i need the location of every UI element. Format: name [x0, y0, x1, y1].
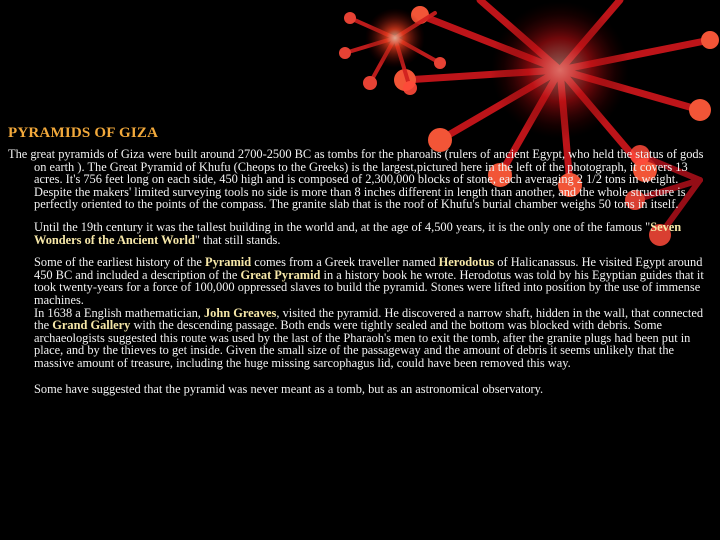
- observatory-paragraph: Some have suggested that the pyramid was never meant as a tomb, but as an astronomical observatory.: [34, 381, 544, 396]
- pyramid-highlight: Pyramid: [205, 255, 252, 270]
- text-run: In 1638 a English mathematician,: [34, 305, 204, 320]
- text-run: of Halicanassus. He visited Egypt around 450 BC and included a description of the: [34, 255, 703, 282]
- seven-wonders-highlight: Seven Wonders of the Ancient World: [34, 219, 682, 247]
- text-run: comes from a Greek traveller named: [251, 255, 439, 270]
- text-run: Some of the earliest history of the: [34, 255, 206, 270]
- text-run: , visited the pyramid. He discovered a narrow shaft, hidden in the wall, that connected the: [34, 305, 704, 333]
- tallest-building-paragraph: [34, 221, 708, 246]
- intro-paragraph: The great pyramids of Giza were built around 2700-2500 BC as tombs for the pharoahs (rulers of ancient Egypt, who held the status of gods on earth ). The Great Pyramid of Khufu (Cheops to the Greeks) is the largest,pictured here in the left of the photograph, it covers 13 acres. It's 756 feet long on each side, 450 high and is composed of 2,300,000 blocks of stone, each averaging 2 1/2 tons in weight. Despite the makers' limited surveying tools no side is more than 8 inches different in length than another, and the whole structure is perfectly oriented to the points of the compass. The granite slab that is the roof of Khufu's burial chamber weighs 50 tons in itself.: [8, 147, 704, 212]
- text-run: with the descending passage. Both ends were tightly sealed and the bottom was blocked with debris. Some archaeologists suggested this route was used by the last of the Pharaoh's men to exit the tomb, after the granite plugs had been put in place, and by the thieves to get inside. Given the small size of the passageway and the amount of debris it seems unlikely that the massive amount of treasure, including the huge missing sarcophagus lid, could have been removed this way.: [34, 318, 691, 370]
- great-pyramid-highlight: Great Pyramid: [240, 267, 321, 282]
- text-run: " that still stands.: [194, 232, 281, 247]
- herodotus-highlight: Herodotus: [438, 255, 495, 270]
- john-greaves-highlight: John Greaves: [203, 305, 277, 320]
- slide-body: [8, 148, 708, 395]
- text-run: in a history book he wrote. Herodotus was told by his Egyptian guides that it took twenty-years for a force of 100,000 oppressed slaves to build the pyramid. Stones were lifted into position by the use of immense machines.: [34, 267, 704, 307]
- slide-title: PYRAMIDS OF GIZA: [8, 125, 159, 141]
- text-run: Until the 19th century it was the tallest building in the world and, at the age of 4,500 years, it is the only one of the famous ": [34, 219, 651, 234]
- history-paragraph: [34, 256, 708, 306]
- grand-gallery-highlight: Grand Gallery: [52, 318, 131, 333]
- greaves-paragraph: [34, 307, 708, 370]
